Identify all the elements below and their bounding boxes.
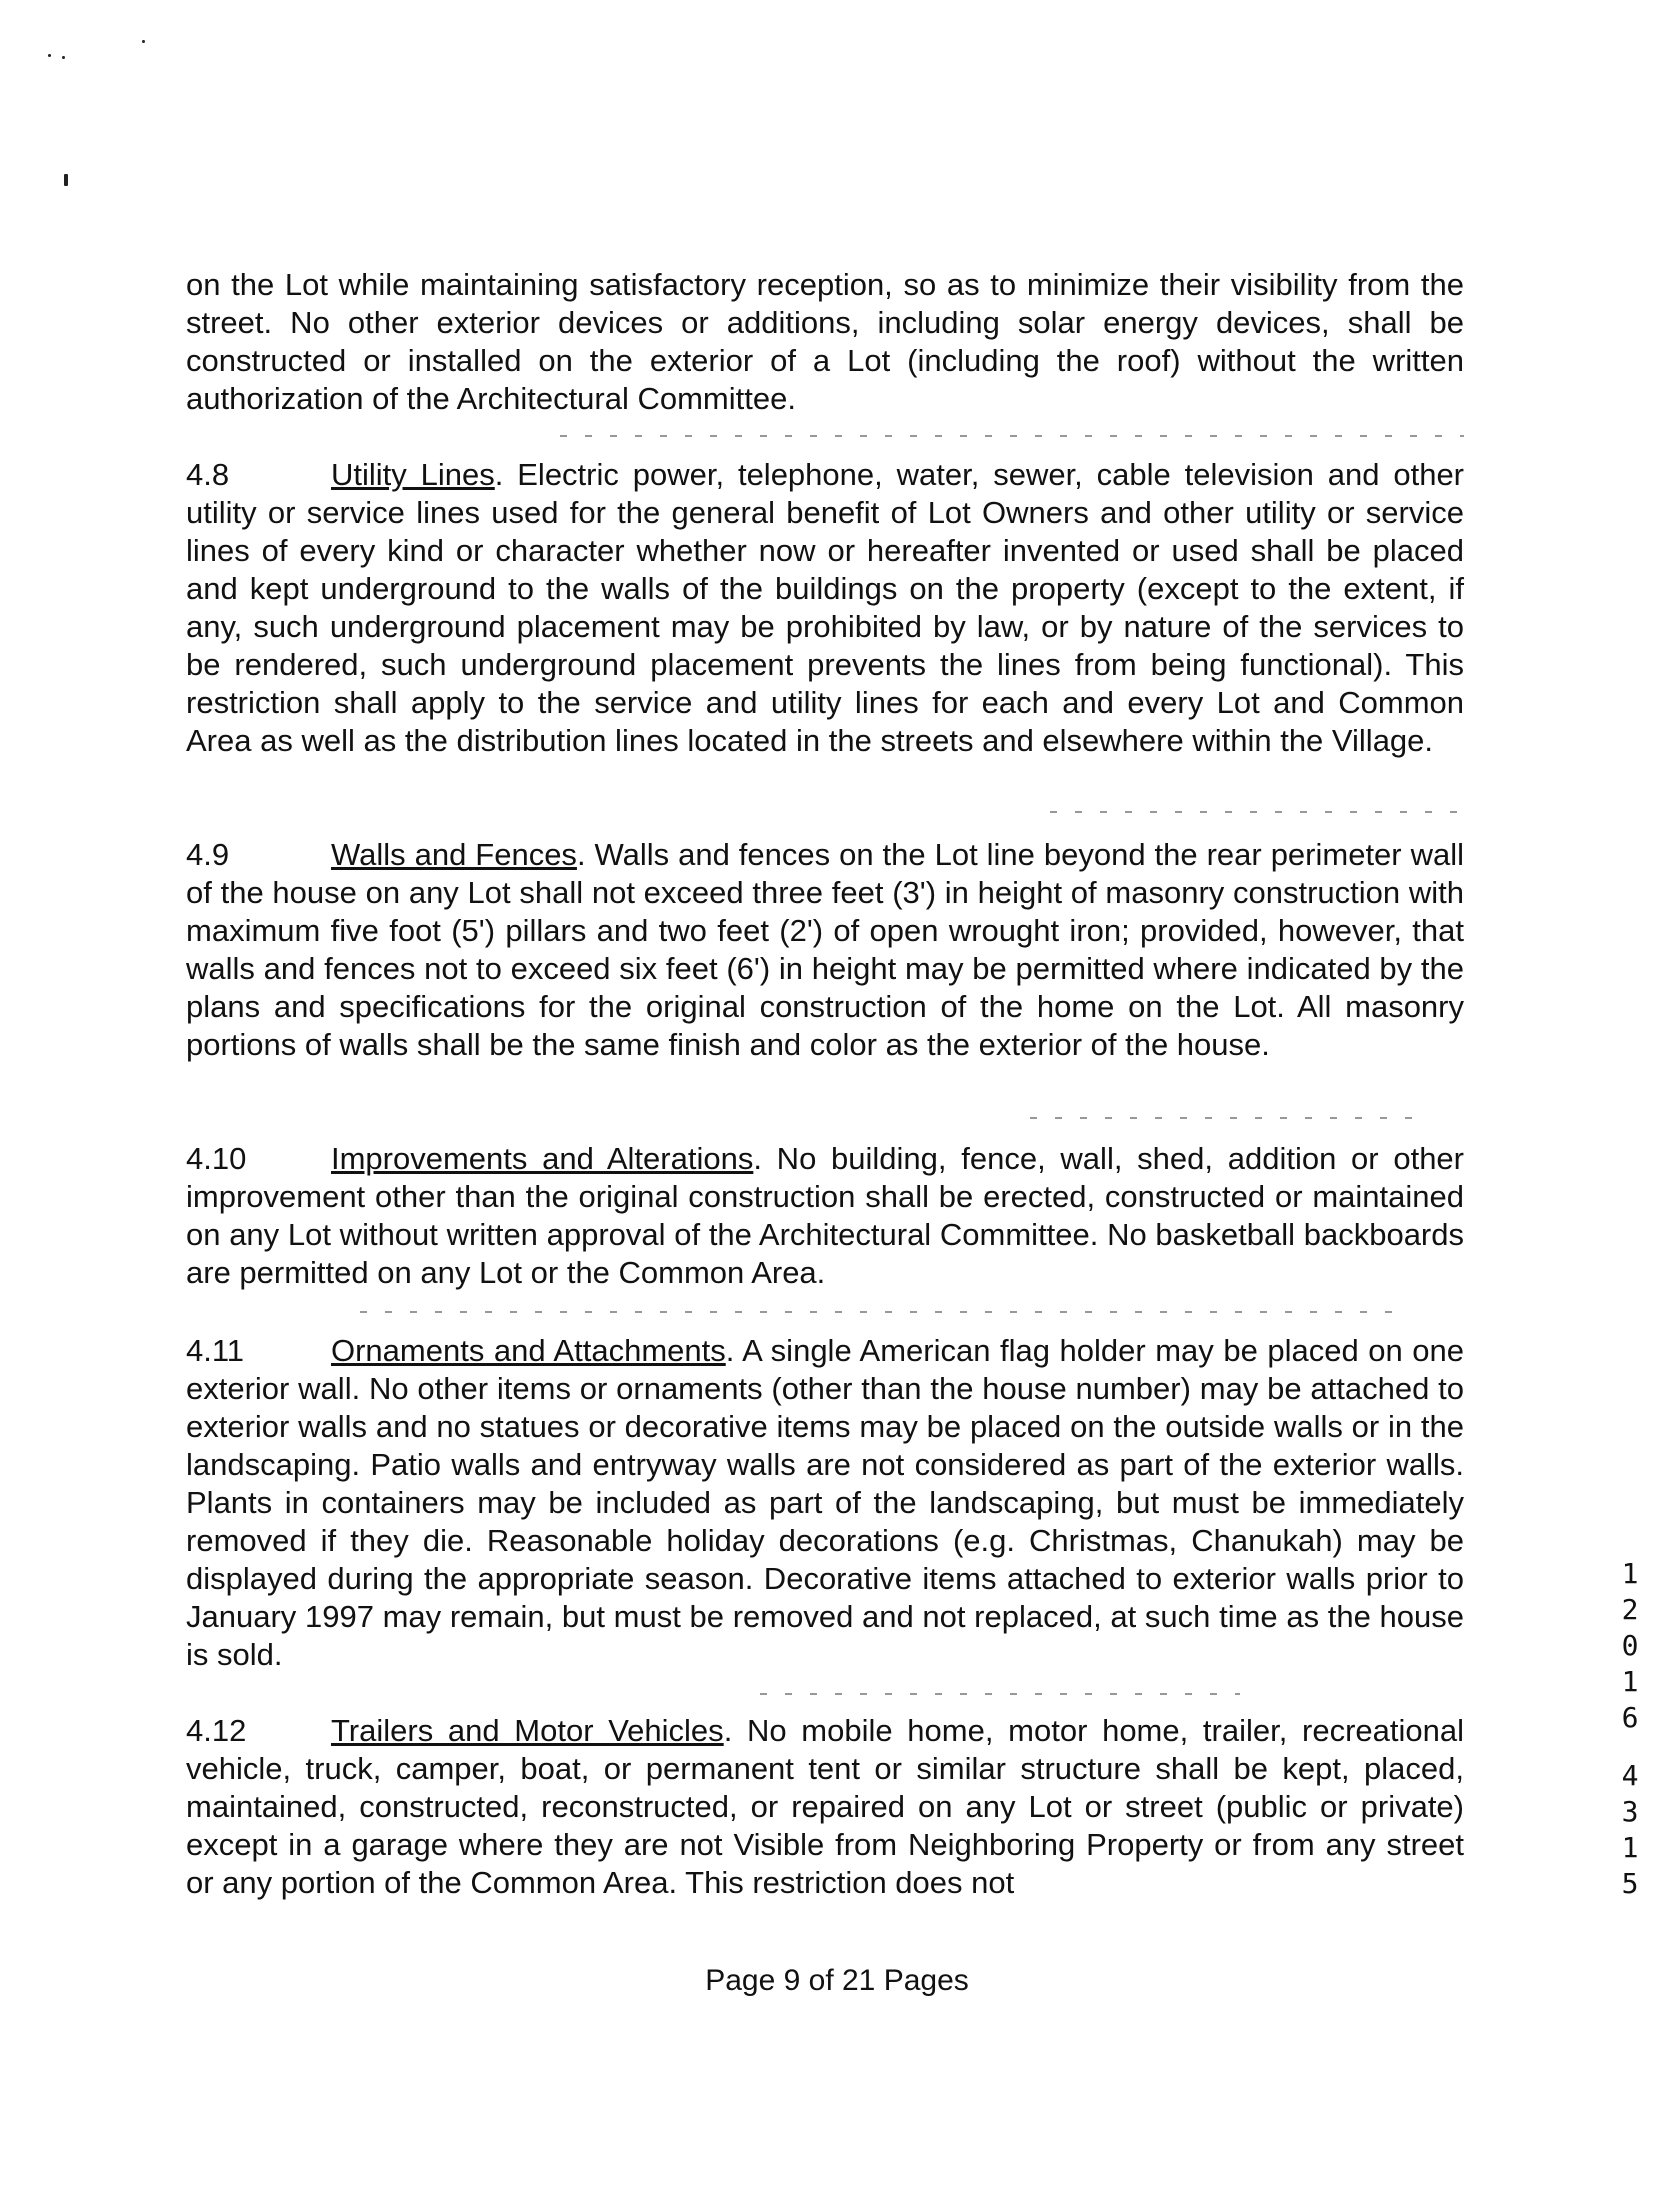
stamp-digit: 1 — [1621, 1665, 1639, 1698]
paragraph-text: . Walls and fences on the Lot line beyond the rear perimeter wall of the house on any Lot shall not exceed three feet (3') in height of masonry construction with maximum five foot (5') pillars and two feet (2') of open wrought iron; provided, however, that walls and fences not to exceed six feet (6') in height may be permitted where indicated by the plans and specifications for the original construction of the home on the Lot. All masonry portions of walls shall be the same finish and color as the exterior of the house. — [186, 837, 1464, 1062]
section-heading: Trailers and Motor Vehicles — [331, 1713, 724, 1748]
section-number: 4.9 — [186, 837, 230, 872]
paragraph-text: . Electric power, telephone, water, sewer, cable television and other utility or service lines used for the general benefit of Lot Owners and other utility or service lines of every kind or character whether now or hereafter invented or used shall be placed and kept underground to the walls of the buildings on the property (except to the extent, if any, such underground placement may be prohibited by law, or by nature of the services to be rendered, such underground placement prevents the lines from being functional). This restriction shall apply to the service and utility lines for each and every Lot and Common Area as well as the distribution lines located in the streets and elsewhere within the Village. — [186, 457, 1465, 758]
stamp-digit: 4 — [1621, 1759, 1639, 1792]
section-heading: Walls and Fences — [331, 837, 577, 872]
section-number: 4.11 — [186, 1333, 245, 1368]
stamp-digit: 5 — [1621, 1867, 1639, 1900]
stamp-digit: 2 — [1621, 1593, 1639, 1626]
section-heading: Improvements and Alterations — [331, 1141, 754, 1176]
stamp-digit: 3 — [1621, 1795, 1639, 1828]
stamp-digit: 1 — [1621, 1831, 1639, 1864]
section-number: 4.8 — [186, 457, 230, 492]
page-footer: Page 9 of 21 Pages — [705, 1964, 969, 1997]
paragraph-text: . A single American flag holder may be placed on one exterior wall. No other items or ornaments (other than the house number) may be attached to exterior walls and no statues or decorative items may be placed on the outside walls or in the landscaping. Patio walls and entryway walls are not considered as part of the exterior walls. Plants in containers may be included as part of the landscaping, but must be immediately removed if they die. Reasonable holiday decorations (e.g. Christmas, Chanukah) may be displayed during the appropriate season. Decorative items attached to exterior walls prior to January 1997 may remain, but must be removed and not replaced, at such time as the house is sold. — [186, 1333, 1464, 1672]
section-number: 4.12 — [186, 1713, 247, 1748]
stamp-digit: 0 — [1621, 1629, 1639, 1662]
section-heading: Ornaments and Attachments — [331, 1333, 726, 1368]
section-number: 4.10 — [186, 1141, 247, 1176]
paragraph-text: on the Lot while maintaining satisfactory reception, so as to minimize their visibility from the street. No other exterior devices or additions, including solar energy devices, shall be constructed or installed on the exterior of a Lot (including the roof) without the written authorization of the Architectural Committee. — [186, 267, 1464, 416]
paragraph-text: . No building, fence, wall, shed, addition or other improvement other than the original construction shall be erected, constructed or maintained on any Lot without written approval of the Architectural Committee. No basketball backboards are permitted on any Lot or the Common Area. — [186, 1141, 1465, 1290]
paragraph-text: . No mobile home, motor home, trailer, recreational vehicle, truck, camper, boat, or permanent tent or similar structure shall be kept, placed, maintained, constructed, reconstructed, or repaired on any Lot or street (public or private) except in a garage where they are not Visible from Neighboring Property or from any street or any portion of the Common Area. This restriction does not — [186, 1713, 1465, 1900]
stamp-digit: 6 — [1621, 1701, 1639, 1734]
stamp-digit: 1 — [1621, 1557, 1639, 1590]
section-heading: Utility Lines — [331, 457, 495, 492]
